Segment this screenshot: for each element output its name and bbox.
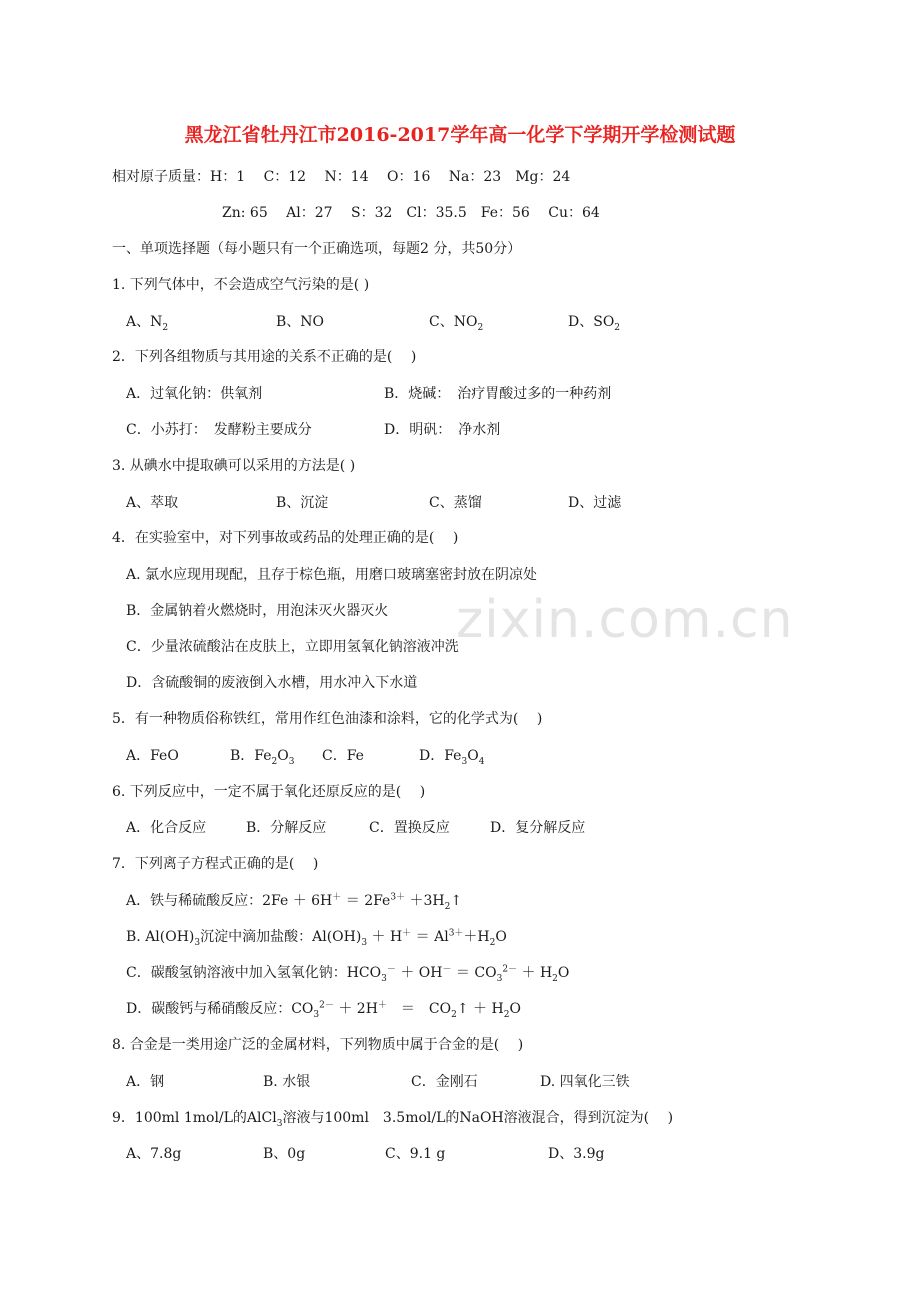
q4-option-c: C．少量浓硫酸沾在皮肤上，立即用氢氧化钠溶液冲洗: [126, 639, 459, 655]
q9-option-d: D、3.9g: [548, 1146, 605, 1162]
q8-option-d: D. 四氧化三铁: [540, 1074, 630, 1090]
q1-option-a: A、$N_2$: [126, 314, 169, 333]
question-7-stem: 7．下列离子方程式正确的是( ): [112, 856, 319, 872]
q3-option-b: B、沉淀: [276, 495, 329, 511]
q4-option-d: D．含硫酸铜的废液倒入水槽，用水冲入下水道: [126, 675, 418, 691]
q2-option-d: D．明矾： 净水剂: [384, 422, 501, 438]
q7-option-b: B. $Al(OH)_3$沉淀中滴加盐酸：$Al(OH)_3 + H^+ = Al^{3+}+H_2O$: [126, 928, 507, 948]
atomic-mass-line-2: Zn: 65 Al：27 S：32 Cl：35.5 Fe：56 Cu：64: [222, 205, 600, 221]
question-6-stem: 6. 下列反应中，一定不属于氧化还原反应的是( ): [112, 784, 426, 800]
question-2-stem: 2．下列各组物质与其用途的关系不正确的是( ): [112, 349, 417, 365]
q1-option-b: B、NO: [276, 314, 325, 330]
q5-option-b: B．$Fe_2O_3$: [230, 748, 295, 767]
q1-option-d: D、$SO_2$: [568, 314, 621, 333]
question-9-stem: 9．100ml 1mol/L的AlCl$_3$溶液与100ml 3.5mol/L的NaOH溶液混合，得到沉淀为( ): [112, 1110, 674, 1129]
q6-option-d: D．复分解反应: [490, 820, 586, 836]
q5-option-d: D．$Fe_3O_4$: [419, 748, 485, 767]
q2-option-b: B．烧碱： 治疗胃酸过多的一种药剂: [384, 386, 612, 402]
q4-option-b: B．金属钠着火燃烧时，用泡沫灭火器灭火: [126, 603, 389, 619]
q7-option-c: C．碳酸氢钠溶液中加入氢氧化钠：$HCO_3^- + OH^- = CO_3^{2-} + H_2O$: [126, 964, 570, 984]
section-heading: 一、单项选择题（每小题只有一个正确选项，每题2 分，共50分）: [112, 241, 522, 257]
q8-option-a: A．钢: [126, 1074, 165, 1090]
q3-option-d: D、过滤: [568, 495, 622, 511]
watermark: zixin.com.cn: [456, 590, 794, 650]
q4-option-a: A. 氯水应现用现配，且存于棕色瓶，用磨口玻璃塞密封放在阴凉处: [126, 567, 538, 583]
q6-option-b: B．分解反应: [246, 820, 327, 836]
q5-option-c: C．Fe: [322, 748, 364, 764]
q1-option-c: C、$NO_2$: [429, 314, 484, 333]
q6-option-c: C．置换反应: [369, 820, 450, 836]
q9-option-a: A、7.8g: [126, 1146, 182, 1162]
q9-option-c: C、9.1 g: [385, 1146, 446, 1162]
question-4-stem: 4．在实验室中，对下列事故或药品的处理正确的是( ): [112, 530, 459, 546]
atomic-mass-line-1: 相对原子质量：H：1 C：12 N：14 O：16 Na：23 Mg：24: [112, 169, 571, 185]
q8-option-b: B. 水银: [263, 1074, 311, 1090]
q5-option-a: A．FeO: [126, 748, 179, 764]
q8-option-c: C．金刚石: [411, 1074, 478, 1090]
q3-option-c: C、蒸馏: [429, 495, 482, 511]
q7-option-d: D．碳酸钙与稀硝酸反应：$CO_3^{2-} + 2H^+$ ＝ $CO_2↑ + H_2O$: [126, 1000, 521, 1020]
page-title: 黑龙江省牡丹江市2016-2017学年高一化学下学期开学检测试题: [184, 124, 736, 146]
q2-option-c: C．小苏打： 发酵粉主要成分: [126, 422, 312, 438]
q3-option-a: A、萃取: [126, 495, 179, 511]
q7-option-a: A．铁与稀硫酸反应：$2Fe + 6H^+ = 2Fe^{3+}$ $+3H_2↑$: [126, 892, 463, 912]
q9-option-b: B、0g: [263, 1146, 306, 1162]
question-8-stem: 8. 合金是一类用途广泛的金属材料，下列物质中属于合金的是( ): [112, 1037, 524, 1053]
q2-option-a: A．过氧化钠：供氧剂: [126, 386, 263, 402]
question-1-stem: 1. 下列气体中，不会造成空气污染的是( ): [112, 277, 370, 293]
q6-option-a: A．化合反应: [126, 820, 207, 836]
question-5-stem: 5．有一种物质俗称铁红，常用作红色油漆和涂料，它的化学式为( ): [112, 711, 543, 727]
question-3-stem: 3. 从碘水中提取碘可以采用的方法是( ): [112, 458, 356, 474]
